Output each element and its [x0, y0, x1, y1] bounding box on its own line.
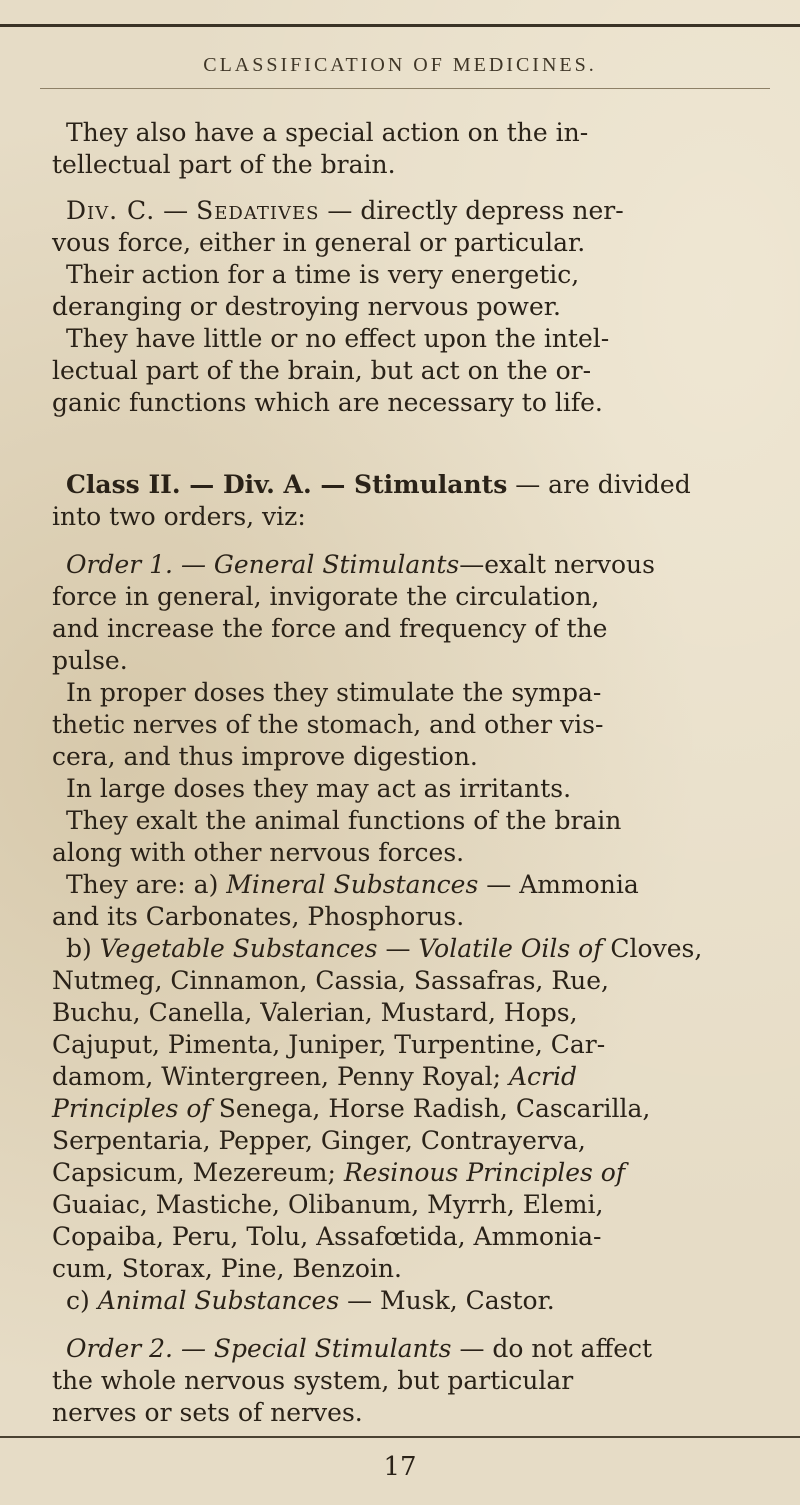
order1-label: Order 1. — General Stimulants	[66, 550, 460, 579]
animal-label: Animal Substances	[97, 1286, 340, 1315]
text-line: ganic functions which are necessary to life.	[52, 388, 603, 417]
mineral-label: Mineral Substances	[226, 870, 479, 899]
mineral-line	[66, 870, 639, 900]
text-line: They also have a special action on the in-	[66, 118, 589, 147]
text-line: into two orders, viz:	[52, 502, 306, 531]
text-line: Buchu, Canella, Valerian, Mustard, Hops,	[52, 998, 578, 1027]
text-line: pulse.	[52, 646, 128, 675]
text-line: cum, Storax, Pine, Benzoin.	[52, 1254, 402, 1283]
text-span: Senega, Horse Radish, Cascarilla,	[210, 1094, 651, 1123]
text-line: nerves or sets of nerves.	[52, 1398, 363, 1427]
running-head: CLASSIFICATION OF MEDICINES.	[203, 54, 597, 76]
text-line: tellectual part of the brain.	[52, 150, 396, 179]
acrid-line	[52, 1062, 577, 1092]
text-span: They are: a)	[66, 870, 227, 899]
text-line: Guaiac, Mastiche, Olibanum, Myrrh, Elemi,	[52, 1190, 604, 1219]
text-span: —exalt nervous	[459, 550, 655, 579]
text-line: Serpentaria, Pepper, Ginger, Contrayerva,	[52, 1126, 586, 1155]
acrid-label-cont: Principles of	[52, 1094, 211, 1123]
header-divider	[40, 88, 770, 89]
div-c-paragraph: Div. C. — Sedatives — directly depress ner-	[66, 196, 624, 225]
text-line: and increase the force and frequency of the	[52, 614, 608, 643]
text-line: force in general, invigorate the circulation,	[52, 582, 600, 611]
text-span: Cloves,	[602, 934, 703, 963]
text-line: cera, and thus improve digestion.	[52, 742, 478, 771]
text-span: — Ammonia	[478, 870, 639, 899]
order1-heading-line	[66, 550, 655, 580]
text-line: and its Carbonates, Phosphorus.	[52, 902, 465, 931]
text-span: — Musk, Castor.	[339, 1286, 555, 1315]
text-line: lectual part of the brain, but act on the or-	[52, 356, 592, 385]
order2-heading-line	[66, 1334, 652, 1364]
top-rule	[0, 24, 800, 27]
vegetable-line	[66, 934, 702, 964]
class2-heading: Class II. — Div. A. — Stimulants	[66, 470, 508, 499]
footer-divider	[0, 1436, 800, 1438]
text-line: Copaiba, Peru, Tolu, Assafœtida, Ammonia-	[52, 1222, 602, 1251]
text-span: — are divided	[507, 470, 691, 499]
text-line: vous force, either in general or particular.	[52, 228, 586, 257]
div-c-label: Div. C.	[66, 196, 156, 225]
animal-line	[66, 1286, 555, 1316]
sedatives-term: Sedatives	[196, 196, 320, 225]
text-span: —	[377, 934, 419, 963]
text-line: the whole nervous system, but particular	[52, 1366, 574, 1395]
resinous-line	[52, 1158, 625, 1188]
page-number: 17	[383, 1452, 417, 1482]
acrid-cont-line	[52, 1094, 650, 1124]
acrid-label: Acrid	[501, 1062, 577, 1091]
vegetable-label: Vegetable Substances	[99, 934, 378, 963]
text-line: Their action for a time is very energetic,	[66, 260, 580, 289]
text-span: c)	[66, 1286, 98, 1315]
text-line: In large doses they may act as irritants.	[66, 774, 572, 803]
text-span: b)	[66, 934, 100, 963]
text-line: along with other nervous forces.	[52, 838, 465, 867]
text-line: They exalt the animal functions of the brain	[66, 806, 622, 835]
text-line: In proper doses they stimulate the sympa-	[66, 678, 602, 707]
text-line: thetic nerves of the stomach, and other vis-	[52, 710, 604, 739]
text-span: — directly depress ner-	[319, 196, 624, 225]
text-span: Capsicum, Mezereum;	[52, 1158, 336, 1187]
text-line: Nutmeg, Cinnamon, Cassia, Sassafras, Rue,	[52, 966, 609, 995]
resinous-label: Resinous Principles of	[335, 1158, 626, 1187]
text-span: damom, Wintergreen, Penny Royal;	[52, 1062, 502, 1091]
text-line: Cajuput, Pimenta, Juniper, Turpentine, Car-	[52, 1030, 606, 1059]
order2-label: Order 2. — Special Stimulants	[66, 1334, 452, 1363]
text-line: deranging or destroying nervous power.	[52, 292, 561, 321]
class2-heading-line	[66, 470, 691, 500]
text-span: — do not affect	[451, 1334, 653, 1363]
volatile-label: Volatile Oils of	[418, 934, 603, 963]
text-line: They have little or no effect upon the intel-	[66, 324, 610, 353]
